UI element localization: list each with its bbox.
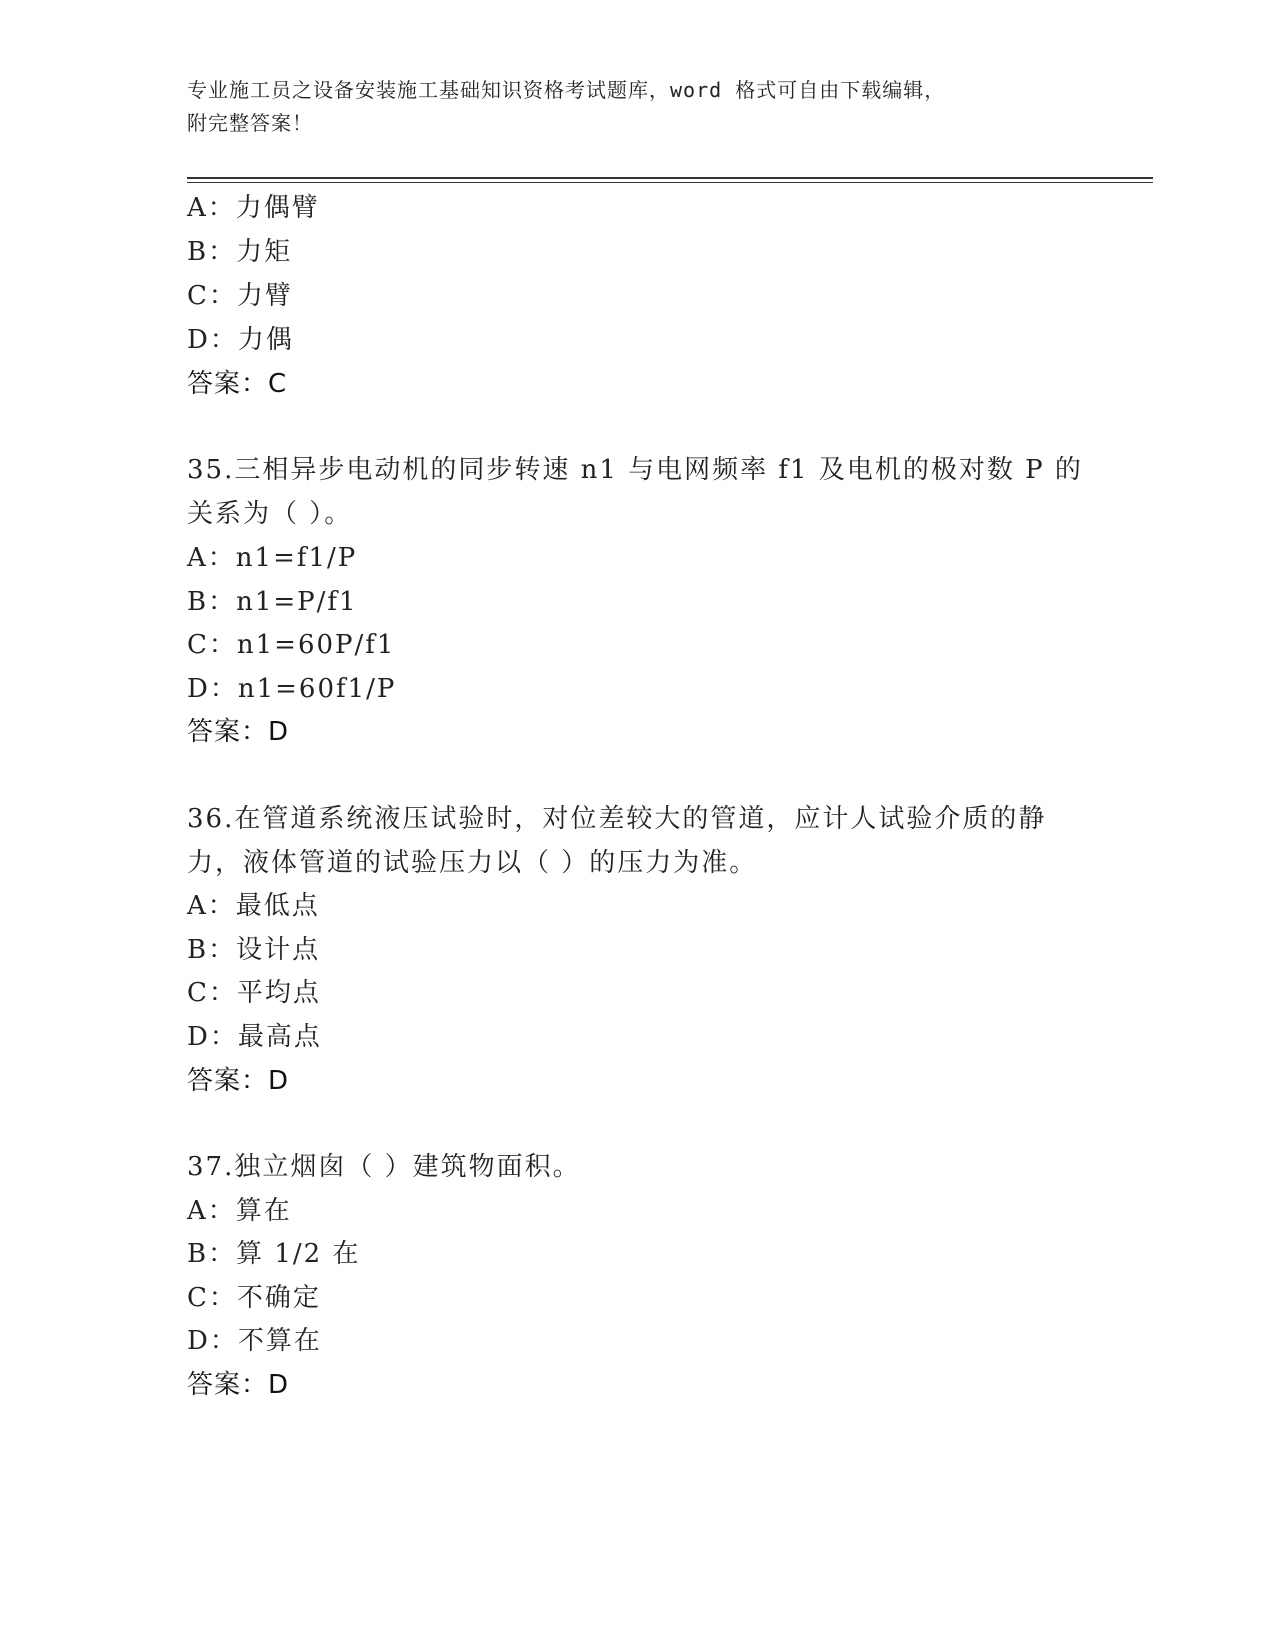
q37-answer: 答案：D: [187, 1370, 290, 1400]
q35-option-d: D：n1=60f1/P: [187, 674, 397, 704]
q36-stem-line-1: 36.在管道系统液压试验时，对位差较大的管道，应计人试验介质的静: [187, 804, 1047, 834]
q37-option-c: C：不确定: [187, 1283, 321, 1313]
q37-option-b: B：算 1/2 在: [187, 1239, 361, 1269]
header-line-1: 专业施工员之设备安装施工基础知识资格考试题库，word 格式可自由下载编辑，: [187, 78, 946, 102]
q36-option-b: B：设计点: [187, 935, 321, 965]
header-line-2: 附完整答案！: [187, 111, 313, 135]
q35-stem-line-1: 35.三相异步电动机的同步转速 n1 与电网频率 f1 及电机的极对数 P 的: [187, 455, 1083, 485]
q37-option-d: D：不算在: [187, 1326, 322, 1356]
q36-option-c: C：平均点: [187, 978, 321, 1008]
q34-option-b: B：力矩: [187, 237, 293, 267]
document-header: [187, 74, 1087, 140]
q34-answer: 答案：C: [187, 369, 288, 399]
q35-option-c: C：n1=60P/f1: [187, 630, 396, 660]
q35-option-b: B：n1=P/f1: [187, 587, 358, 617]
q36-option-d: D：最高点: [187, 1022, 322, 1052]
q34-option-c: C：力臂: [187, 281, 293, 311]
q36-stem-line-2: 力，液体管道的试验压力以（ ）的压力为准。: [187, 848, 758, 878]
q35-answer: 答案：D: [187, 717, 290, 747]
q34-option-d: D：力偶: [187, 325, 294, 355]
q36-answer: 答案：D: [187, 1066, 290, 1096]
q34-option-a: A：力偶臂: [187, 193, 320, 223]
q37-stem-line-1: 37.独立烟囱（ ）建筑物面积。: [187, 1152, 581, 1182]
q36-option-a: A：最低点: [187, 891, 320, 921]
header-divider-thick: [187, 177, 1153, 179]
q35-stem-line-2: 关系为（ ）。: [187, 499, 353, 529]
header-divider-thin: [187, 182, 1153, 183]
q35-option-a: A：n1=f1/P: [187, 543, 358, 573]
q37-option-a: A：算在: [187, 1196, 292, 1226]
